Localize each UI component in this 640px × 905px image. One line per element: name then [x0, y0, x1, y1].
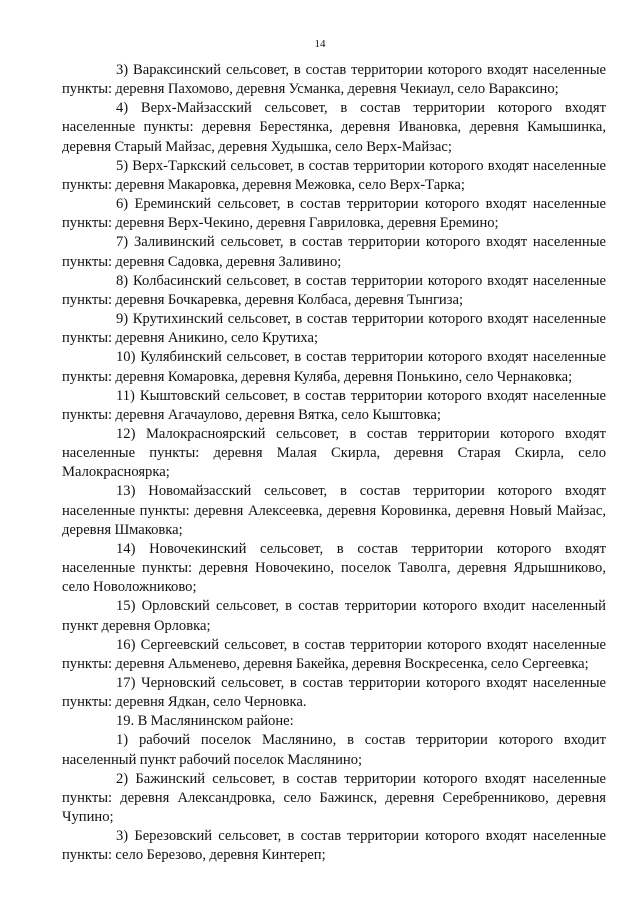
paragraph-chernovsky: 17) Черновский сельсовет, в состав территории которого входят населенные пункты: деревня Ядкан, село Черновка.: [62, 675, 606, 711]
paragraph-verkh-maizassky: 4) Верх-Майзасский сельсовет, в состав территории которого входят населенные пункты: деревня Берестянка, деревня Ивановка, деревня Камышинка, деревня Старый Майзас, деревня Худышка, село Верх-Майзас;: [62, 100, 606, 155]
paragraph-malokrasnoyarsky: 12) Малокрасноярский сельсовет, в состав территории которого входят населенные пункты: деревня Малая Скирла, деревня Старая Скирла, село Малокрасноярка;: [62, 425, 606, 481]
paragraph-ereminsky: 6) Ереминский сельсовет, в состав территории которого входят населенные пункты: деревня Верх-Чекино, деревня Гавриловка, деревня Еремино;: [62, 196, 606, 232]
paragraph-krutikhinsky: 9) Крутихинский сельсовет, в состав территории которого входят населенные пункты: деревня Аникино, село Крутиха;: [62, 311, 606, 347]
document-body: [62, 61, 606, 866]
section-heading-maslyaninsky: 19. В Маслянинском районе:: [116, 713, 294, 730]
paragraph-sergeevsky: 16) Сергеевский сельсовет, в состав территории которого входят населенные пункты: деревня Альменево, деревня Бакейка, деревня Воскресенка, село Сергеевка;: [62, 636, 606, 672]
paragraph-bazhinsky: 2) Бажинский сельсовет, в состав территории которого входят населенные пункты: деревня Александровка, село Бажинск, деревня Серебренниково, деревня Чупино;: [62, 770, 606, 826]
paragraph-novomaizassky: 13) Новомайзасский сельсовет, в состав территории которого входят населенные пункты: деревня Алексеевка, деревня Коровинка, деревня Новый Майзас, деревня Шмаковка;: [62, 483, 606, 538]
paragraph-maslyanino: 1) рабочий поселок Маслянино, в состав территории которого входит населенный пункт рабочий поселок Маслянино;: [62, 732, 606, 768]
paragraph-berezovsky: 3) Березовский сельсовет, в состав территории которого входят населенные пункты: село Березово, деревня Кинтереп;: [62, 828, 606, 864]
paragraph-zalivinsky: 7) Заливинский сельсовет, в состав территории которого входят населенные пункты: деревня Садовка, деревня Заливино;: [62, 234, 606, 270]
page-number: 14: [314, 38, 326, 50]
paragraph-kyshtovsky: 11) Кыштовский сельсовет, в состав территории которого входят населенные пункты: деревня Агачаулово, деревня Вятка, село Кыштовка;: [62, 387, 606, 423]
paragraph-kolbasinsky: 8) Колбасинский сельсовет, в состав территории которого входят населенные пункты: деревня Бочкаревка, деревня Колбаса, деревня Тынгиза;: [62, 272, 606, 308]
paragraph-verkh-tarksky: 5) Верх-Таркский сельсовет, в состав территории которого входят населенные пункты: деревня Макаровка, деревня Межовка, село Верх-Тарка;: [62, 157, 606, 193]
paragraph-kulyabinsky: 10) Кулябинский сельсовет, в состав территории которого входят населенные пункты: деревня Комаровка, деревня Куляба, деревня Понькино, село Чернаковка;: [62, 349, 606, 385]
paragraph-vaaksinsky: 3) Вараксинский сельсовет, в состав территории которого входят населенные пункты: деревня Пахомово, деревня Усманка, деревня Чекиаул, село Вараксино;: [62, 62, 606, 98]
paragraph-orlovsky: 15) Орловский сельсовет, в состав территории которого входит населенный пункт деревня Орловка;: [62, 598, 606, 634]
paragraph-novochekinsky: 14) Новочекинский сельсовет, в состав территории которого входят населенные пункты: деревня Новочекино, поселок Таволга, деревня Ядрышниково, село Новоложниково;: [62, 540, 606, 596]
